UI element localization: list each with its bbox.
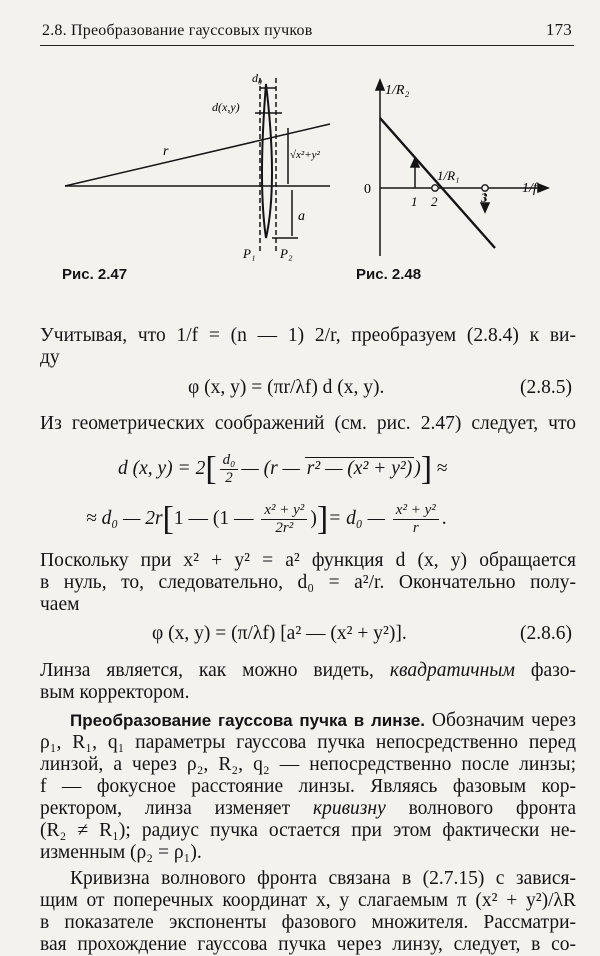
eq-d2-bracket-open: [ <box>162 500 174 538</box>
eq-d-frac-den: 2 <box>225 470 233 486</box>
label-x-axis: 1/f <box>522 181 537 196</box>
caption-fig-2-48: Рис. 2.48 <box>356 266 422 283</box>
para-5-line-5-pre: ректором, линза изменяет <box>40 798 313 819</box>
eq-d-close: ) <box>414 457 421 479</box>
eq-d-mid: — (r — <box>241 457 305 479</box>
equation-d-line-2 <box>86 502 447 537</box>
point-2 <box>432 185 438 191</box>
label-dxy: d(x,y) <box>212 100 240 114</box>
figure-2-48 <box>360 78 560 268</box>
para-4-line-1 <box>40 660 576 682</box>
label-point-r1: 1/R₁ <box>437 168 460 183</box>
eq-d2-bracket-close: ] <box>316 500 329 538</box>
x-axis-arrow <box>538 184 548 192</box>
lens-shape <box>262 84 272 238</box>
eq-d2-frac-num: x² + y² <box>261 502 307 520</box>
para-4-line-2: вым корректором. <box>40 682 190 703</box>
eq-d2-frac2-num: x² + y² <box>393 502 439 520</box>
eq-d2-close: ) <box>310 507 317 529</box>
eq-d-approx: ≈ <box>436 457 448 479</box>
para-5-line-2: ρ₁, R₁, q₁ параметры гауссова пучка непосредственно перед <box>40 732 576 753</box>
eq-d2-frac-den: 2r² <box>275 520 294 536</box>
para-5-line-5 <box>40 798 576 820</box>
eq-d-bracket-close: ] <box>420 450 433 488</box>
para-4-post: фазо- <box>514 660 576 681</box>
eq-d2-frac2-den: r <box>412 520 419 536</box>
para-5-line-3: линзой, а через ρ₂, R₂, q₂ — непосредственно после линзы; <box>40 754 576 775</box>
y-axis-arrow <box>376 80 384 90</box>
label-p2: P₂ <box>280 246 293 261</box>
eq-d-bracket-open: [ <box>205 450 217 488</box>
eq-d-frac <box>220 452 239 487</box>
line-1-over-r2 <box>380 118 495 248</box>
equation-2-8-6: φ (x, y) = (π/λf) [a² — (x² + y²)]. <box>152 623 407 644</box>
curvature-graph <box>360 78 560 268</box>
eq-d2-frac <box>261 502 307 537</box>
eq-d2-inner: (1 — <box>212 507 259 529</box>
para-5-line-1 <box>40 710 576 732</box>
label-m2: 2 <box>431 194 438 209</box>
para-5-line-1-rest: Обозначим через <box>424 710 576 731</box>
label-origin: 0 <box>364 182 371 197</box>
para-4-em: квадратичным <box>389 660 515 681</box>
label-a: a <box>298 209 305 224</box>
para-5-line-4: f — фокусное расстояние линзы. Являясь фазовым кор- <box>40 776 576 797</box>
para-5-line-5-post: волнового фронта <box>385 798 576 819</box>
label-sqrt: √x²+y² <box>290 149 320 161</box>
label-m3: 3 <box>481 190 488 205</box>
para-5-heading: Преобразование гауссова пучка в линзе. <box>70 711 425 730</box>
para-4-pre: Линза является, как можно видеть, <box>40 660 390 681</box>
equation-d-line-1 <box>118 452 448 487</box>
para-6-line-4: вая прохождение гауссова пучка через линзу, следует, в со- <box>40 934 576 955</box>
equation-2-8-5: φ (x, y) = (πr/λf) d (x, y). <box>188 377 385 398</box>
para-2-line-1: Из геометрических соображений (см. рис. 2.47) следует, что <box>40 413 576 434</box>
equation-2-8-5-number: (2.8.5) <box>520 377 572 398</box>
eq-d-sqrt: r² — (x² + y²) <box>306 457 413 479</box>
para-1-line-1: Учитывая, что 1/f = (n — 1) 2/r, преобразуем (2.8.4) к ви- <box>40 325 576 346</box>
eq-d2-lead: ≈ d₀ — 2r <box>86 507 163 529</box>
eq-d-lhs: d (x, y) = 2 <box>118 457 206 479</box>
caption-fig-2-47: Рис. 2.47 <box>62 266 128 283</box>
equation-2-8-6-number: (2.8.6) <box>520 623 572 644</box>
para-1-line-2: ду <box>40 347 60 368</box>
eq-d2-frac2 <box>393 502 439 537</box>
label-p1: P₁ <box>243 246 256 261</box>
para-5-line-7: изменным (ρ₂ = ρ₁). <box>40 842 202 863</box>
para-6-line-2: щим от поперечных координат x, y слагаемым π (x² + y²)/λR <box>40 890 576 911</box>
figure-2-47 <box>60 68 360 268</box>
label-d0: d₀ <box>252 71 263 85</box>
para-3-line-2: в нуль, то, следовательно, d₀ = a²/r. Окончательно полу- <box>40 572 576 593</box>
lens-diagram <box>60 68 360 268</box>
header-rule <box>40 45 574 46</box>
eq-d2-one: 1 — <box>173 507 213 529</box>
para-6-line-1: Кривизна волнового фронта связана в (2.7.15) с завися- <box>70 868 576 889</box>
para-5-line-6: (R₂ ≠ R₁); радиус пучка остается при этом фактически не- <box>40 820 576 841</box>
page-number: 173 <box>545 20 572 39</box>
para-3-line-3: чаем <box>40 594 80 615</box>
section-title: 2.8. Преобразование гауссовых пучков <box>42 22 313 39</box>
para-3-line-1: Поскольку при x² + y² = a² функция d (x, y) обращается <box>40 550 576 571</box>
eq-d-frac-num: d₀ <box>220 452 239 470</box>
label-m1: 1 <box>411 194 418 209</box>
eq-d2-eq: = d₀ — <box>328 507 390 529</box>
page-header <box>42 20 572 44</box>
eq-d2-end: . <box>441 507 447 529</box>
label-y-axis: 1/R₂ <box>385 83 410 98</box>
para-6-line-3: в показателе экспоненты фазового множителя. Рассматри- <box>40 912 576 933</box>
label-r: r <box>163 144 169 159</box>
para-5-line-5-em: кривизну <box>312 798 386 819</box>
